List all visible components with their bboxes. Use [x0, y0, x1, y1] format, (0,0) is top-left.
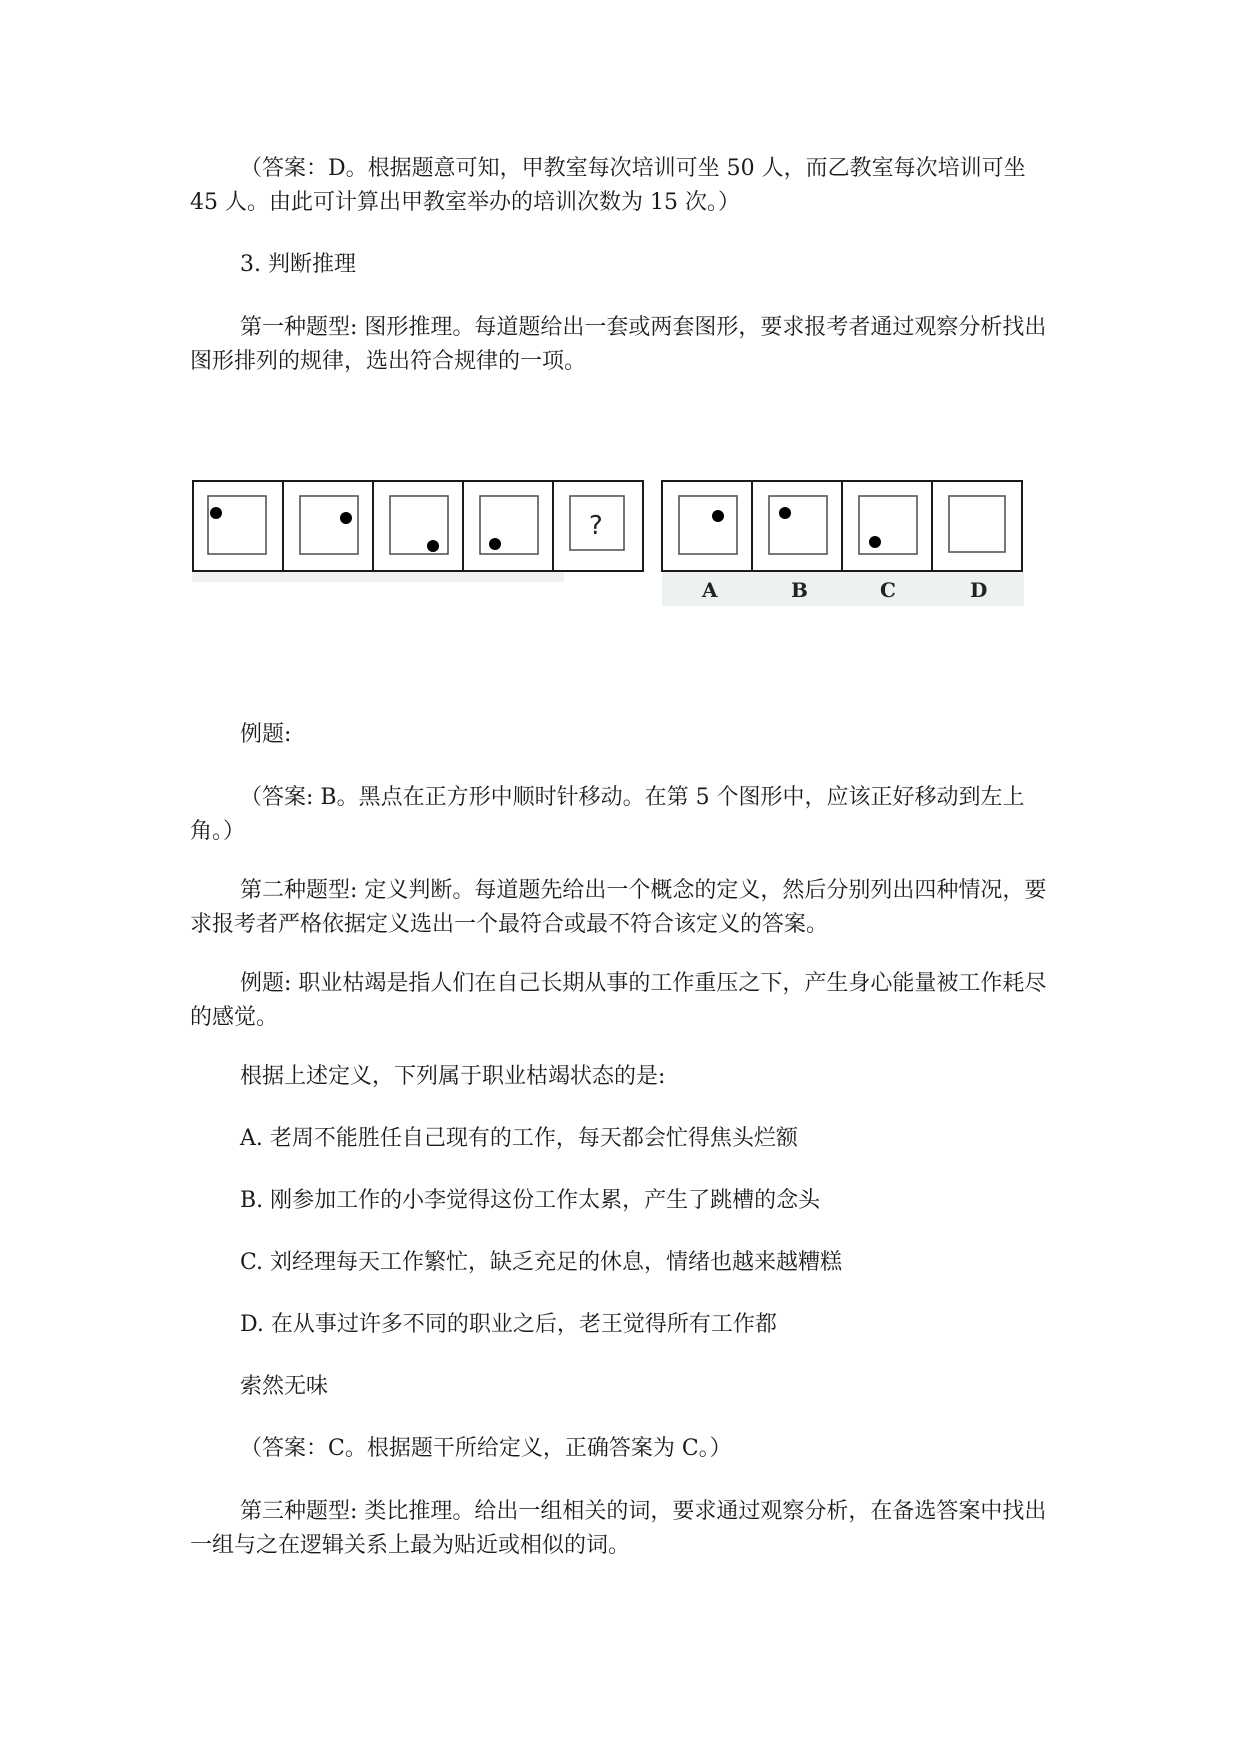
- sequence-dot-3: [427, 540, 439, 552]
- scan-shading: [192, 572, 564, 582]
- option-label-d: D: [970, 578, 988, 602]
- option-inner-square-a: [679, 496, 737, 554]
- sequence-dot-4: [489, 538, 501, 550]
- question-sequence: [192, 481, 643, 582]
- figure-reasoning-puzzle: [192, 480, 1042, 610]
- option-d-continuation: 索然无味: [240, 1374, 329, 1399]
- section-heading-judgment: 3. 判断推理: [240, 252, 356, 277]
- example-label: 例题:: [240, 722, 292, 747]
- option-label-c: C: [880, 578, 896, 602]
- answer-paragraph-1: （答案：D。根据题意可知，甲教室每次培训可坐 50 人，而乙教室每次培训可坐 45 人。由此可计算出甲教室举办的培训次数为 15 次。）: [190, 156, 1026, 215]
- sequence-inner-square-3: [390, 496, 448, 554]
- answer-options: [662, 481, 1024, 606]
- option-dot-a: [712, 510, 724, 522]
- type-two-description: 第二种题型: 定义判断。每道题先给出一个概念的定义，然后分别列出四种情况，要求报考者严格依据定义选出一个最符合或最不符合该定义的答案。: [190, 878, 1047, 937]
- sequence-inner-square-1: [208, 496, 266, 554]
- option-d-text: D. 在从事过许多不同的职业之后，老王觉得所有工作都: [240, 1312, 777, 1337]
- answer-paragraph-3: （答案：C。根据题干所给定义，正确答案为 C。）: [240, 1436, 732, 1461]
- option-inner-square-c: [859, 496, 917, 554]
- sequence-inner-square-4: [480, 496, 538, 554]
- option-dot-b: [779, 507, 791, 519]
- type-three-description: 第三种题型: 类比推理。给出一组相关的词，要求通过观察分析，在备选答案中找出一组与之在逻辑关系上最为贴近或相似的词。: [190, 1499, 1047, 1558]
- sequence-dot-2: [340, 512, 352, 524]
- sequence-dot-1: [210, 507, 222, 519]
- example-definition: 例题: 职业枯竭是指人们在自己长期从事的工作重压之下，产生身心能量被工作耗尽的感觉。: [190, 971, 1047, 1030]
- option-inner-square-b: [769, 496, 827, 554]
- option-b-text: B. 刚参加工作的小李觉得这份工作太累，产生了跳槽的念头: [240, 1188, 821, 1213]
- question-mark: ?: [589, 511, 603, 541]
- option-label-b: B: [791, 578, 808, 602]
- type-one-description: 第一种题型: 图形推理。每道题给出一套或两套图形，要求报考者通过观察分析找出图形排列的规律，选出符合规律的一项。: [190, 315, 1047, 374]
- option-a-text: A. 老周不能胜任自己现有的工作，每天都会忙得焦头烂额: [240, 1126, 798, 1151]
- option-label-a: A: [702, 578, 718, 602]
- option-dot-c: [869, 536, 881, 548]
- option-c-text: C. 刘经理每天工作繁忙，缺乏充足的休息，情绪也越来越糟糕: [240, 1250, 843, 1275]
- option-inner-square-d: [949, 496, 1005, 552]
- sequence-inner-square-2: [300, 496, 358, 554]
- question-stem: 根据上述定义，下列属于职业枯竭状态的是:: [240, 1064, 666, 1089]
- answer-paragraph-2: （答案: B。黑点在正方形中顺时针移动。在第 5 个图形中，应该正好移动到左上角。）: [190, 785, 1025, 844]
